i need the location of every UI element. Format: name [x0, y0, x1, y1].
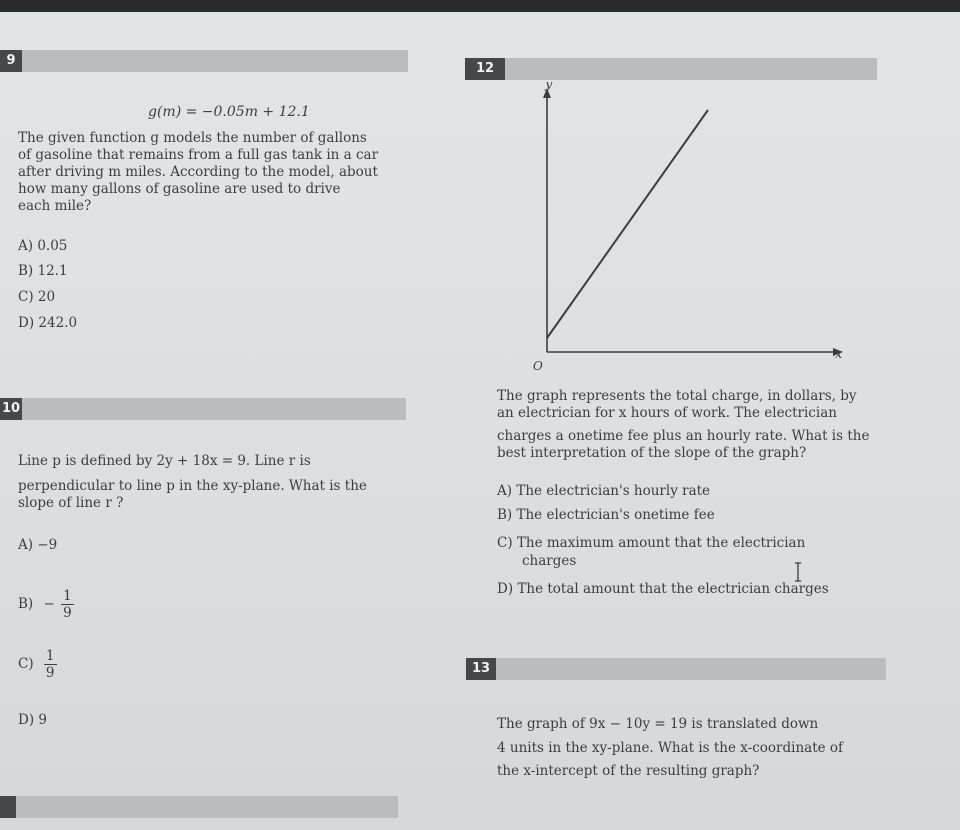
fraction-numerator: 1 — [63, 588, 72, 604]
question-11-header-bar — [16, 796, 398, 818]
choice-text-continued: charges — [522, 553, 577, 569]
question-12-line: charges a onetime fee plus an hourly rate. What is the — [497, 428, 870, 444]
choice-letter: B) — [18, 263, 34, 279]
choice-letter: A) — [497, 483, 513, 499]
choice-letter: C) — [18, 289, 34, 305]
question-10-number: 10 — [0, 398, 22, 420]
question-13-line: the x-intercept of the resulting graph? — [497, 763, 760, 779]
fraction — [44, 648, 57, 681]
y-axis-label: y — [545, 82, 553, 92]
y-axis — [543, 88, 551, 352]
question-10-choice-d[interactable] — [18, 711, 47, 729]
question-12-choice-c[interactable] — [497, 534, 805, 570]
question-12-graph — [530, 82, 860, 372]
question-12-header-bar — [505, 58, 877, 80]
question-13-header-bar — [496, 658, 886, 680]
question-12-line: best interpretation of the slope of the graph? — [497, 445, 807, 461]
choice-text: 12.1 — [37, 263, 68, 279]
choice-text: The total amount that the electrician charges — [517, 581, 829, 597]
question-9-number: 9 — [0, 50, 22, 72]
question-9-choice-b[interactable] — [18, 262, 68, 280]
question-12-line: The graph represents the total charge, in dollars, by — [497, 388, 857, 404]
question-9-line: of gasoline that remains from a full gas tank in a car — [18, 147, 379, 163]
question-9-line: after driving m miles. According to the model, about — [18, 164, 378, 180]
choice-letter: C) — [18, 656, 34, 672]
question-9-line: each mile? — [18, 198, 92, 214]
question-10-line: slope of line r ? — [18, 495, 124, 511]
choice-text: 9 — [38, 712, 47, 728]
choice-letter: D) — [18, 315, 35, 331]
text-cursor-icon — [793, 562, 803, 582]
question-9-formula: g(m) = −0.05m + 12.1 — [148, 104, 310, 120]
question-9-choice-a[interactable] — [18, 237, 67, 255]
origin-label: O — [533, 359, 543, 372]
choice-letter: D) — [497, 581, 514, 597]
question-13-line: 4 units in the xy-plane. What is the x-coordinate of — [497, 740, 844, 756]
question-9-header-bar — [22, 50, 408, 72]
choice-text: 20 — [37, 289, 56, 305]
x-axis-label: x — [835, 347, 843, 362]
question-13-line: The graph of 9x − 10y = 19 is translated down — [497, 716, 819, 732]
question-10-line: perpendicular to line p in the xy-plane. What is the — [18, 478, 367, 494]
question-12-choice-b[interactable] — [497, 506, 715, 524]
choice-letter: A) — [18, 238, 34, 254]
question-10-line: Line p is defined by 2y + 18x = 9. Line r is — [18, 453, 311, 469]
question-10-choice-c[interactable] — [18, 648, 57, 681]
fraction — [61, 588, 74, 621]
fraction-denominator: 9 — [63, 605, 72, 621]
question-10-choice-b[interactable] — [18, 588, 74, 621]
choice-text: 0.05 — [37, 238, 68, 254]
question-10-choice-a[interactable] — [18, 536, 57, 554]
choice-letter: B) — [18, 596, 34, 612]
question-9-choice-d[interactable] — [18, 314, 77, 332]
choice-letter: D) — [18, 712, 35, 728]
question-10-header-bar — [22, 398, 406, 420]
choice-text: −9 — [37, 537, 58, 553]
question-12-choice-a[interactable] — [497, 482, 710, 500]
question-9-choice-c[interactable] — [18, 288, 55, 306]
choice-letter: B) — [497, 507, 513, 523]
choice-text: The maximum amount that the electrician — [516, 535, 806, 551]
fraction-denominator: 9 — [45, 665, 55, 681]
x-axis — [547, 348, 843, 356]
graph-line — [547, 110, 708, 338]
question-12-line: an electrician for x hours of work. The electrician — [497, 405, 837, 421]
question-9-line: The given function g models the number of gallons — [18, 130, 367, 146]
question-13-number: 13 — [466, 658, 496, 680]
fraction-numerator: 1 — [45, 648, 55, 664]
choice-text: The electrician's hourly rate — [516, 483, 711, 499]
screen-top-edge — [0, 0, 960, 12]
question-12-choice-d[interactable] — [497, 580, 829, 598]
question-11-number-partial — [0, 796, 16, 818]
choice-letter: C) — [497, 535, 513, 551]
choice-text: The electrician's onetime fee — [516, 507, 715, 523]
question-12-number: 12 — [465, 58, 505, 80]
negative-sign: − — [43, 596, 55, 612]
choice-text: 242.0 — [38, 315, 78, 331]
choice-letter: A) — [18, 537, 34, 553]
question-9-line: how many gallons of gasoline are used to drive — [18, 181, 341, 197]
